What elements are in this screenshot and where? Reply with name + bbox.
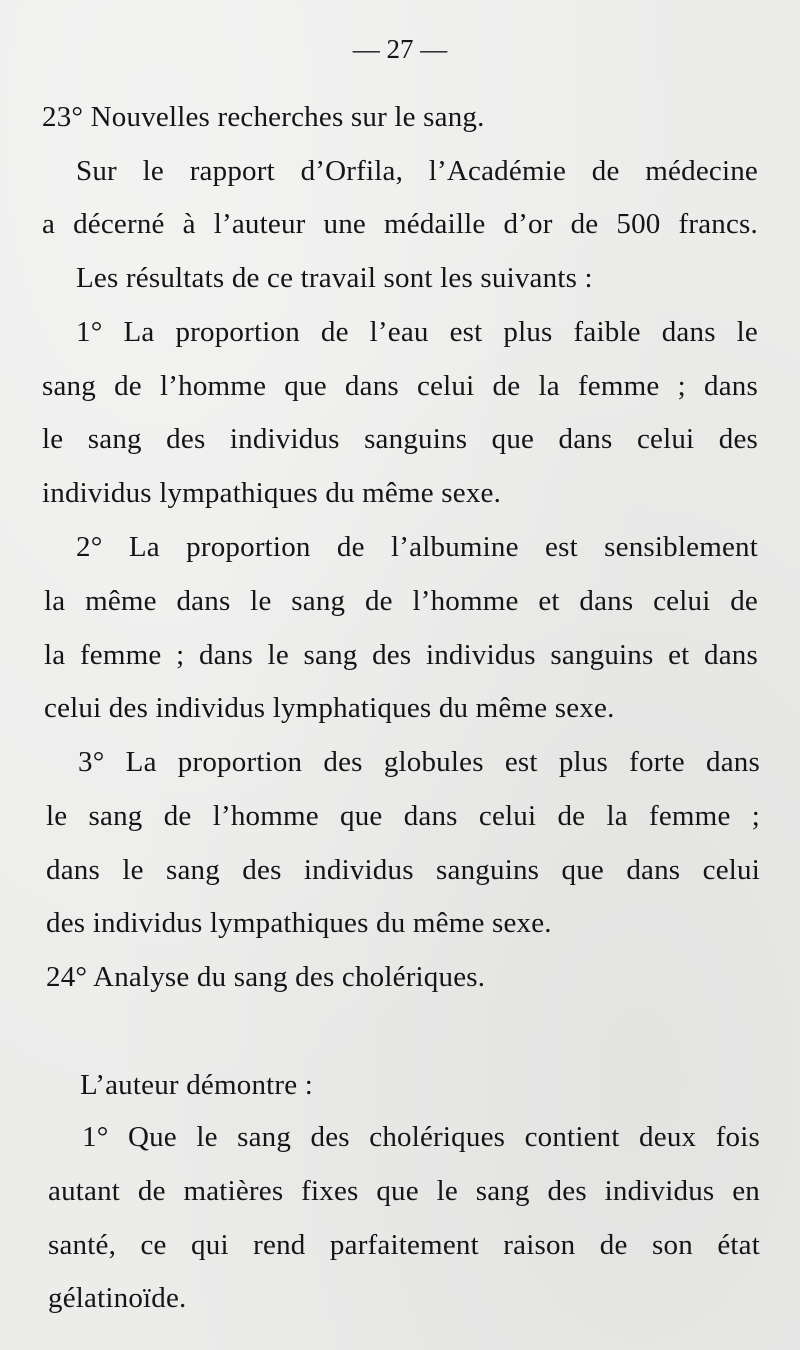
text-line: 24° Analyse du sang des cholériques. xyxy=(46,961,486,993)
text-line: 23° Nouvelles recherches sur le sang. xyxy=(42,101,485,133)
text-line: Les résultats de ce travail sont les suivants : xyxy=(76,262,593,294)
text-line: la même dans le sang de l’homme et dans celui de xyxy=(44,585,758,617)
text-line: sang de l’homme que dans celui de la femme ; dans xyxy=(42,370,758,402)
text-line: 3° La proportion des globules est plus forte dans xyxy=(78,746,760,778)
text-line: le sang de l’homme que dans celui de la femme ; xyxy=(46,800,760,832)
text-line: Sur le rapport d’Orfila, l’Académie de médecine xyxy=(76,155,758,187)
text-line: celui des individus lymphatiques du même sexe. xyxy=(44,692,615,724)
text-line: 2° La proportion de l’albumine est sensiblement xyxy=(76,531,758,563)
text-line: individus lympathiques du même sexe. xyxy=(42,477,502,509)
text-line: 1° Que le sang des cholériques contient deux fois xyxy=(82,1121,760,1153)
text-line: des individus lympathiques du même sexe. xyxy=(46,907,552,939)
text-line: L’auteur démontre : xyxy=(80,1069,314,1101)
text-line: autant de matières fixes que le sang des individus en xyxy=(48,1175,760,1207)
text-line: 1° La proportion de l’eau est plus faible dans le xyxy=(76,316,758,348)
text-line: a décerné à l’auteur une médaille d’or de 500 francs. xyxy=(42,208,758,240)
text-line: gélatinoïde. xyxy=(48,1282,187,1314)
text-line: santé, ce qui rend parfaitement raison de son état xyxy=(48,1229,760,1261)
text-line: la femme ; dans le sang des individus sanguins et dans xyxy=(44,639,758,671)
text-line: le sang des individus sanguins que dans celui des xyxy=(42,423,758,455)
text-line: dans le sang des individus sanguins que dans celui xyxy=(46,854,760,886)
page-number: — 27 — xyxy=(352,34,448,64)
